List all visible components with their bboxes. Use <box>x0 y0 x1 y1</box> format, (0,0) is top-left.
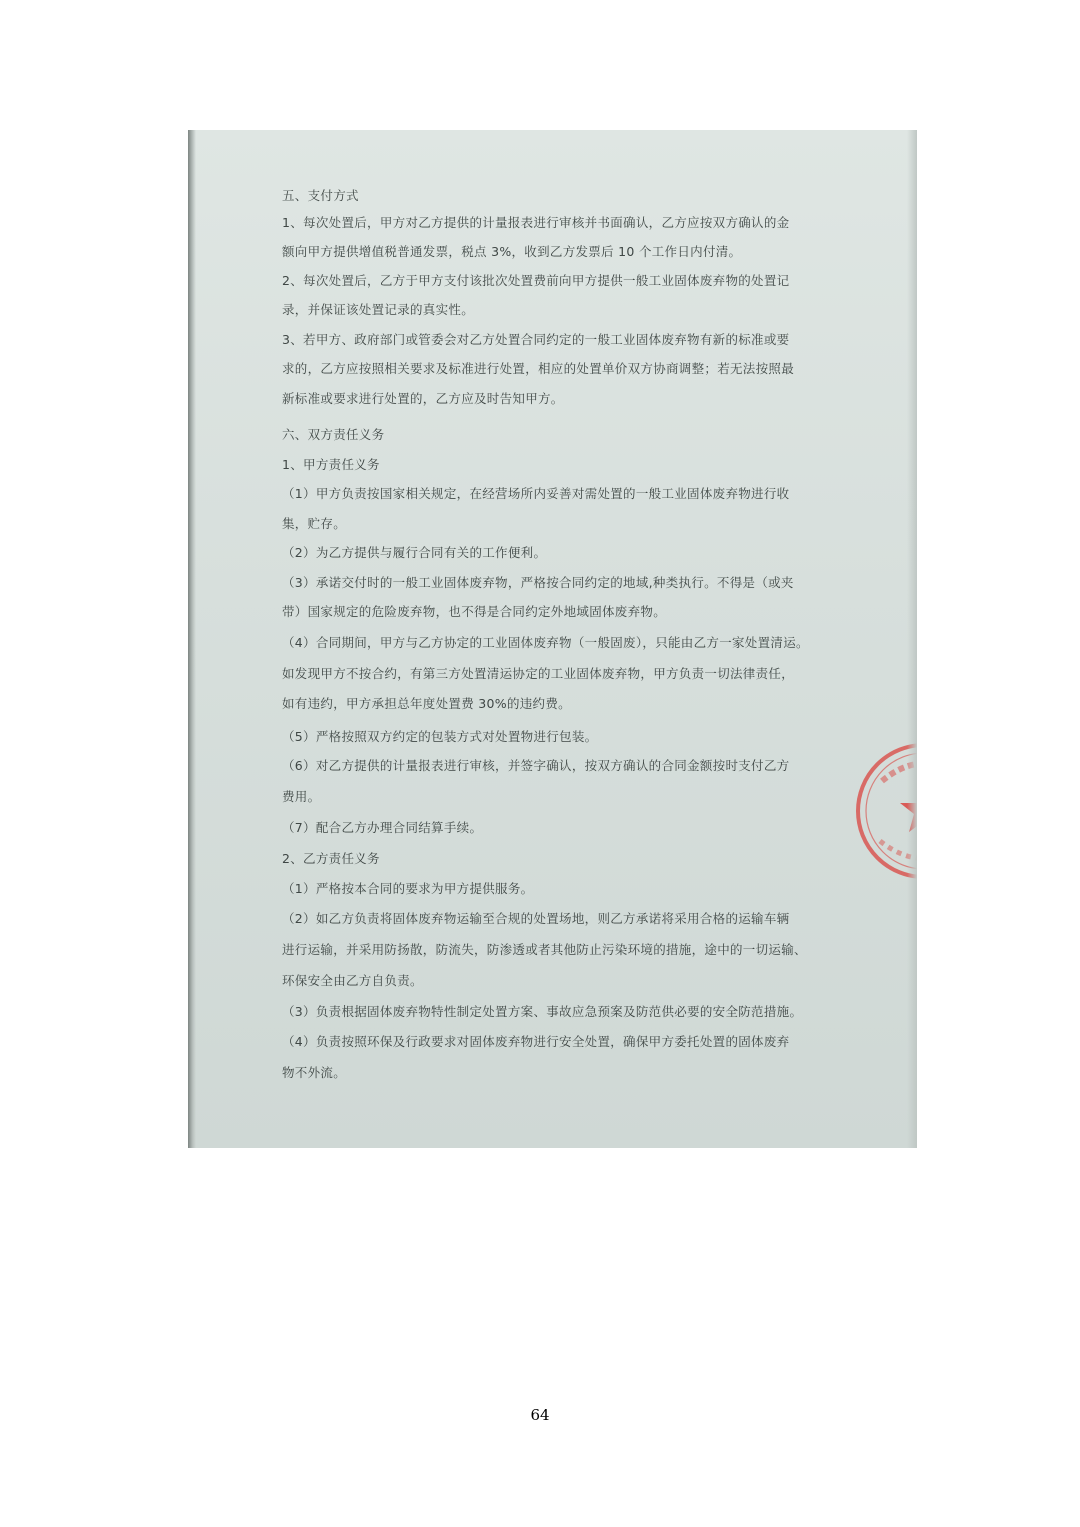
subsection-heading-party-b: 2、乙方责任义务 <box>282 851 380 866</box>
text-line: 环保安全由乙方自负责。 <box>282 973 423 988</box>
text-line: （6）对乙方提供的计量报表进行审核，并签字确认，按双方确认的合同金额按时支付乙方 <box>282 758 790 773</box>
text-line: （1）严格按本合同的要求为甲方提供服务。 <box>282 881 534 896</box>
text-line: 录，并保证该处置记录的真实性。 <box>282 302 475 317</box>
text-line: （1）甲方负责按国家相关规定，在经营场所内妥善对需处置的一般工业固体废弃物进行收 <box>282 486 790 501</box>
text-line: 1、每次处置后，甲方对乙方提供的计量报表进行审核并书面确认，乙方应按双方确认的金 <box>282 215 790 230</box>
text-line: （7）配合乙方办理合同结算手续。 <box>282 820 483 835</box>
text-line: （3）承诺交付时的一般工业固体废弃物，严格按合同约定的地域,种类执行。不得是（或夹 <box>282 575 794 590</box>
text-line: （2）为乙方提供与履行合同有关的工作便利。 <box>282 545 547 560</box>
text-line: 如发现甲方不按合约，有第三方处置清运协定的工业固体废弃物，甲方负责一切法律责任， <box>282 666 795 681</box>
text-line: 新标准或要求进行处置的，乙方应及时告知甲方。 <box>282 391 564 406</box>
company-seal-stamp <box>854 741 917 881</box>
text-line: 求的，乙方应按照相关要求及标准进行处置，相应的处置单价双方协商调整；若无法按照最 <box>282 361 795 376</box>
section-heading-responsibilities: 六、双方责任义务 <box>282 427 385 442</box>
text-line: 物不外流。 <box>282 1065 347 1080</box>
text-line: 集，贮存。 <box>282 516 347 531</box>
text-line: （2）如乙方负责将固体废弃物运输至合规的处置场地，则乙方承诺将采用合格的运输车辆 <box>282 911 790 926</box>
text-line: 如有违约，甲方承担总年度处置费 30%的违约费。 <box>282 696 571 711</box>
text-line: 额向甲方提供增值税普通发票，税点 3%，收到乙方发票后 10 个工作日内付清。 <box>282 244 742 259</box>
section-heading-payment: 五、支付方式 <box>282 188 359 203</box>
text-line: 3、若甲方、政府部门或管委会对乙方处置合同约定的一般工业固体废弃物有新的标准或要 <box>282 332 790 347</box>
subsection-heading-party-a: 1、甲方责任义务 <box>282 457 380 472</box>
text-line: 费用。 <box>282 789 321 804</box>
text-line: 带）国家规定的危险废弃物，也不得是合同约定外地域固体废弃物。 <box>282 604 667 619</box>
text-line: （5）严格按照双方约定的包装方式对处置物进行包装。 <box>282 729 598 744</box>
page-number: 64 <box>530 1406 550 1424</box>
text-line: 进行运输，并采用防扬散，防流失，防渗透或者其他防止污染环境的措施，途中的一切运输、 <box>282 942 807 957</box>
text-line: （4）负责按照环保及行政要求对固体废弃物进行安全处置，确保甲方委托处置的固体废弃 <box>282 1034 790 1049</box>
text-line: 2、每次处置后，乙方于甲方支付该批次处置费前向甲方提供一般工业固体废弃物的处置记 <box>282 273 790 288</box>
text-line: （4）合同期间，甲方与乙方协定的工业固体废弃物（一般固废），只能由乙方一家处置清运。 <box>282 635 809 650</box>
scanned-document-photo <box>188 130 917 1148</box>
text-line: （3）负责根据固体废弃物特性制定处置方案、事故应急预案及防范供必要的安全防范措施。 <box>282 1004 803 1019</box>
